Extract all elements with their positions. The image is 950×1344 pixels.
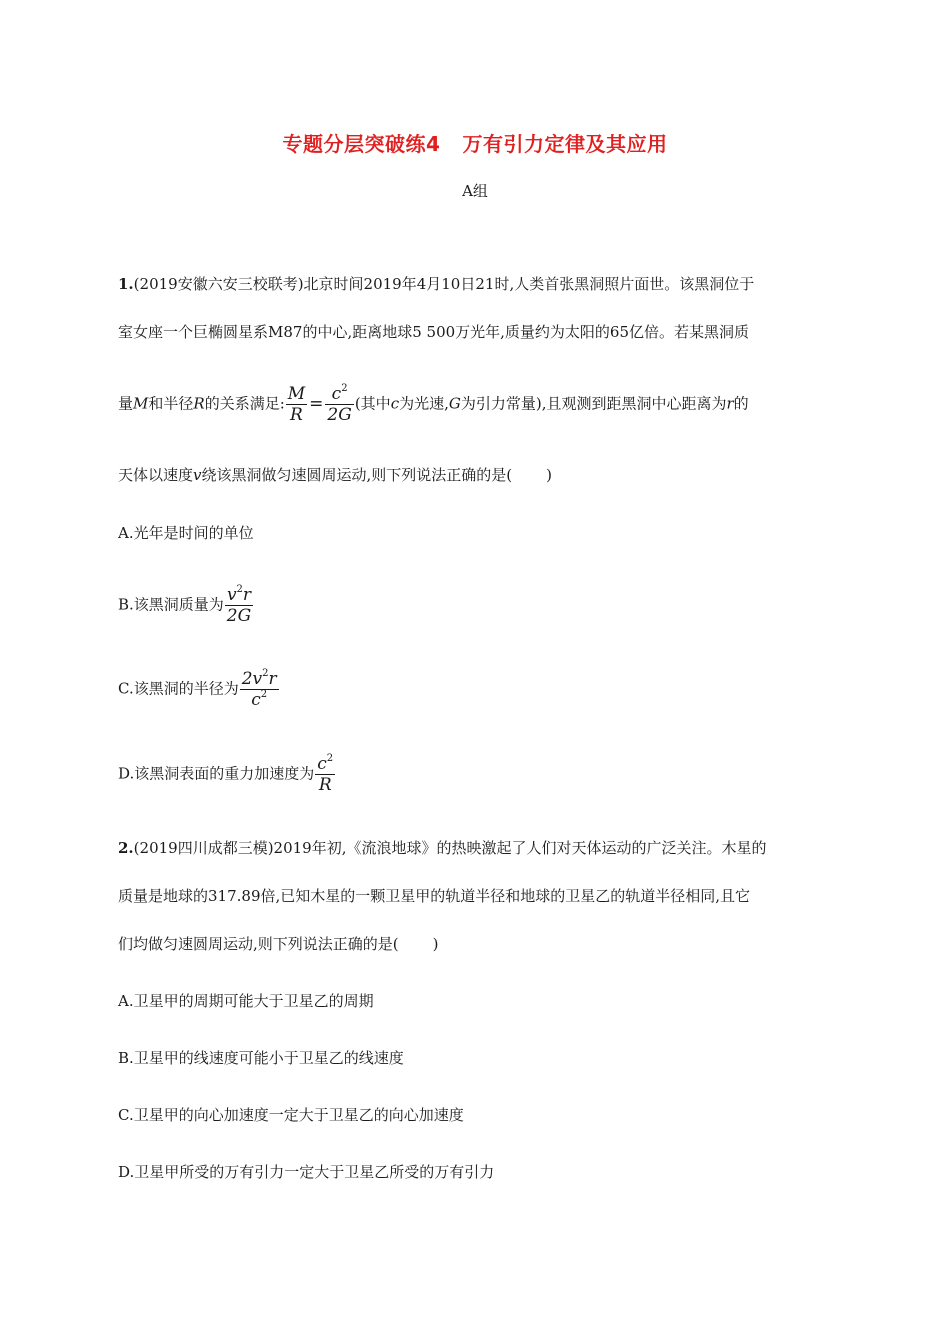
q2-option-b: B.卫星甲的线速度可能小于卫星乙的线速度	[118, 1049, 404, 1067]
q1-line2: 室女座一个巨椭圆星系M87的中心,距离地球5 500万光年,质量约为太阳的65亿倍。若某黑洞质	[118, 323, 750, 341]
q2-option-d: D.卫星甲所受的万有引力一定大于卫星乙所受的万有引力	[118, 1163, 495, 1181]
title-part1: 专题分层突破练4	[282, 132, 441, 156]
page-title	[0, 128, 950, 157]
q1-option-c: C.该黑洞的半径为 $\frac{2v^2r}{c^2}$	[118, 668, 277, 710]
q2-option-a: A.卫星甲的周期可能大于卫星乙的周期	[118, 992, 374, 1010]
q1-option-b: B.该黑洞质量为 $\frac{v^2r}{2G}$	[118, 584, 252, 626]
q1-option-a: A.光年是时间的单位	[118, 524, 254, 542]
formula-M-over-R: $\frac{M}{R}$	[287, 384, 306, 425]
q1-line1: 1.(2019安徽六安三校联考)北京时间2019年4月10日21时,人类首张黑洞照片面世。该黑洞位于	[118, 275, 755, 293]
formula-c2-over-R: $\frac{c^2}{R}$	[317, 753, 334, 795]
group-label: A组	[462, 182, 488, 200]
q1-line3: 量M和半径R的关系满足: $\frac{M}{R}$ = $\frac{c^2}{2G}$ (其中c为光速,G为引力常量),且观测到距黑洞中心距离为r的	[118, 383, 749, 425]
q1-number: 1.	[118, 275, 134, 293]
title-part2: 万有引力定律及其应用	[462, 132, 668, 156]
q2-line1: 2.(2019四川成都三模)2019年初,《流浪地球》的热映激起了人们对天体运动的广泛关注。木星的	[118, 839, 767, 857]
q2-number: 2.	[118, 839, 134, 857]
formula-2v2r-over-c2: $\frac{2v^2r}{c^2}$	[241, 668, 277, 710]
formula-c2-over-2G: $\frac{c^2}{2G}$	[327, 383, 352, 425]
formula-v2r-over-2G: $\frac{v^2r}{2G}$	[226, 584, 252, 626]
q2-option-c: C.卫星甲的向心加速度一定大于卫星乙的向心加速度	[118, 1106, 464, 1124]
q1-line4: 天体以速度v绕该黑洞做匀速圆周运动,则下列说法正确的是( )	[118, 466, 552, 484]
q2-line2: 质量是地球的317.89倍,已知木星的一颗卫星甲的轨道半径和地球的卫星乙的轨道半径相同,且它	[118, 887, 751, 905]
q2-line3: 们均做匀速圆周运动,则下列说法正确的是( )	[118, 935, 439, 953]
q1-option-d: D.该黑洞表面的重力加速度为 $\frac{c^2}{R}$	[118, 753, 334, 795]
